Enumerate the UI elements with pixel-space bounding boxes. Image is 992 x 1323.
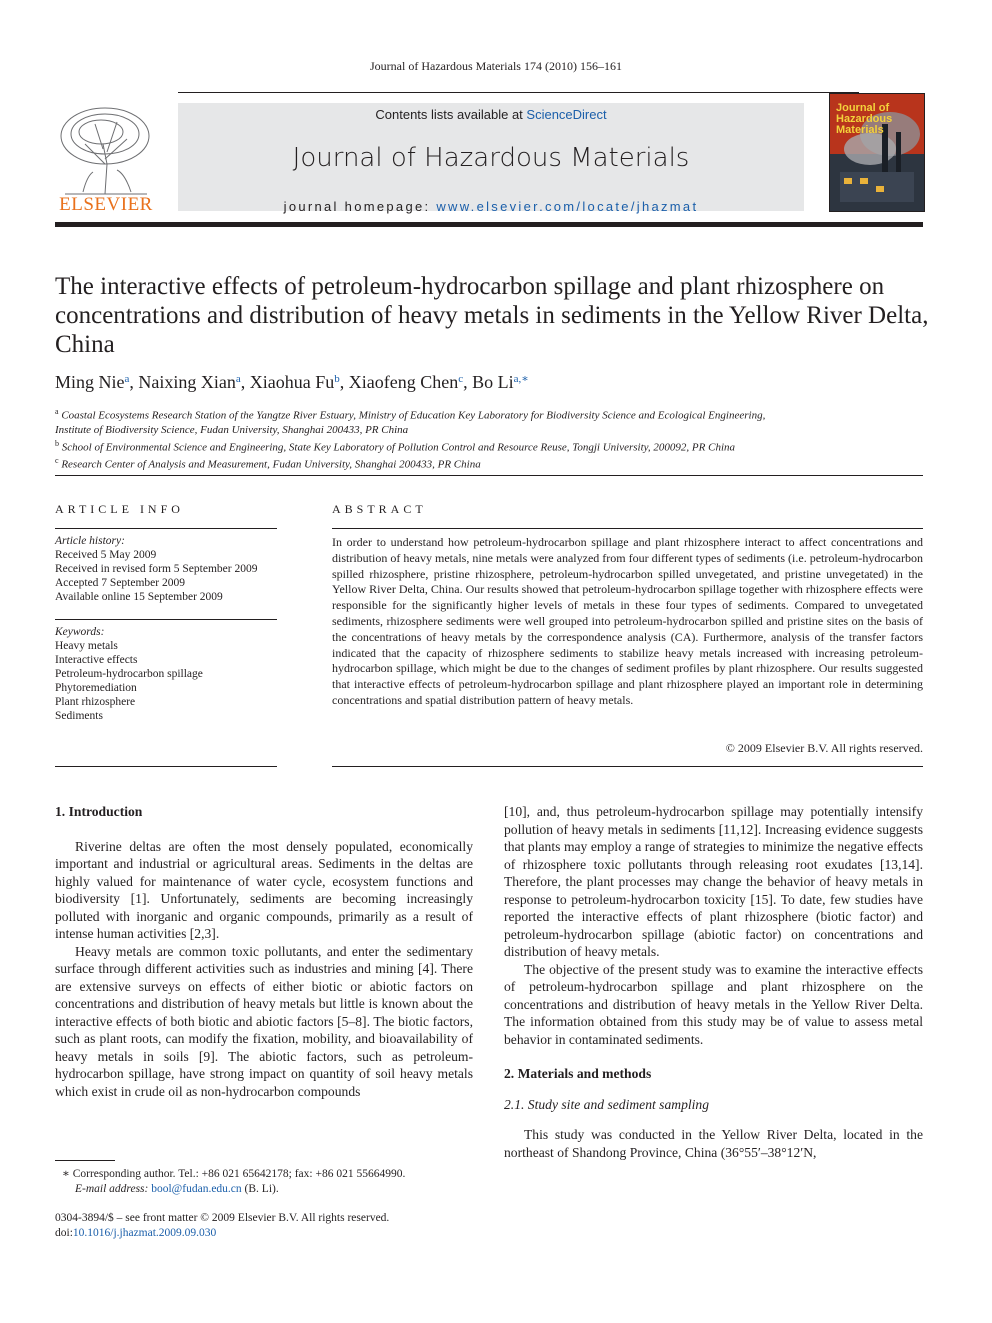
masthead-bottom-rule	[55, 222, 923, 227]
author-affil-mark[interactable]: b	[334, 373, 340, 385]
author-affil-mark[interactable]: a	[235, 373, 241, 385]
paragraph: The objective of the present study was to examine the interactive effects of petroleum-hydrocarbon spillage and plant rhizosphere on the concentrations and distribution of heavy metals in the Yellow River Delta. The information obtained from this study may be of value to assess metal behavior in contaminated sediments.	[504, 961, 923, 1047]
email-note	[62, 1182, 482, 1197]
masthead-top-rule	[178, 92, 859, 93]
paragraph: This study was conducted in the Yellow River Delta, located in the northeast of Shandong Province, China (36°55′–38°12′N,	[504, 1127, 923, 1160]
elsevier-tree-icon	[55, 104, 157, 196]
paragraph: Heavy metals are common toxic pollutants, and enter the sedimentary surface through different activities such as industries and mining [4]. There are extensive surveys on effects of either biotic or abiotic factors on concentrations and distribution of heavy metals but little is known about the interactive effects of both biotic and abiotic factors [5–8]. The biotic factors, such as plant roots, can modify the fixation, mobility, and bioavailability of heavy metals in soils [9]. The abiotic factors, such as petroleum-hydrocarbon spillage, have strong impact on quantity of soil heavy metals which exist in crude oil as non-hydrocarbon compounds	[55, 943, 473, 1099]
journal-banner	[178, 103, 804, 214]
article-history	[55, 534, 257, 604]
author-name[interactable]: Xiaohua Fu	[249, 372, 335, 392]
journal-title: Journal of Hazardous Materials	[292, 143, 690, 173]
section-heading: 2. Materials and methods	[504, 1066, 652, 1081]
author-name[interactable]: Xiaofeng Chen	[348, 372, 459, 392]
keyword-item: Interactive effects	[55, 654, 138, 666]
divider	[55, 766, 277, 767]
affiliation-mark: a	[55, 407, 59, 416]
email-suffix: (B. Li).	[241, 1183, 279, 1195]
abstract-text: In order to understand how petroleum-hydrocarbon spillage and plant rhizosphere interact to affect concentrations and distribution of heavy metals, nine metals were analyzed from four different types of sediments (i.e. petroleum-hydrocarbon spilled rhizosphere, pristine rhizosphere, petroleum-hydrocarbon spilled unvegetated, and pristine unvegetated) in the Yellow River Delta, China. Our results showed that petroleum-hydrocarbon spillage together with rhizosphere effects were responsible for the significantly higher levels of metals in these four types of sediments. Compared to unvegetated sediments, rhizosphere sediments were well grouped into petroleum-hydrocarbon spilled and pristine sites on the basis of the concentrations of heavy metals by the correspondence analysis (CA). Furthermore, analysis of the transfer factors indicated that the capacity of rhizosphere sediments to stabilize heavy metals increased with increasing petroleum-hydrocarbon spillage, which might be due to the changes of sediment profiles by plant rhizosphere. Our results suggested that interactive effects of petroleum-hydrocarbon spillage and plant rhizosphere played an important role in determining concentrations and spatial distribution pattern of heavy metals.	[332, 535, 923, 707]
affiliation-item	[55, 454, 875, 472]
keyword-item: Plant rhizosphere	[55, 696, 136, 708]
front-matter	[55, 1211, 475, 1241]
divider	[55, 528, 277, 529]
body-column-left	[55, 803, 473, 1100]
corresponding-author-note: ∗ Corresponding author. Tel.: +86 021 65642178; fax: +86 021 55664990.	[62, 1168, 406, 1180]
homepage-link[interactable]: www.elsevier.com/locate/jhazmat	[436, 199, 699, 214]
history-label: Article history:	[55, 535, 125, 547]
homepage-prefix: journal homepage:	[283, 199, 437, 214]
affiliation-list	[55, 405, 875, 472]
keyword-item: Petroleum-hydrocarbon spillage	[55, 668, 203, 680]
copyright: © 2009 Elsevier B.V. All rights reserved.	[725, 741, 923, 755]
doi-prefix: doi:	[55, 1227, 73, 1239]
author-name[interactable]: Ming Nie	[55, 372, 125, 392]
footnote-rule	[55, 1160, 115, 1161]
article-title: The interactive effects of petroleum-hydrocarbon spillage and plant rhizosphere on concentrations and distribution of heavy metals in sediments in the Yellow River Delta, China	[55, 273, 929, 358]
author-affil-mark[interactable]: a,∗	[513, 373, 529, 385]
contents-line	[178, 107, 804, 122]
affiliation-text: Institute of Biodiversity Science, Fudan University, Shanghai 200433, PR China	[55, 423, 409, 436]
keywords-label: Keywords:	[55, 626, 105, 638]
divider	[332, 528, 923, 529]
article-info-heading: ARTICLE INFO	[55, 502, 184, 516]
history-item: Received 5 May 2009	[55, 549, 157, 561]
divider	[55, 475, 923, 476]
keywords	[55, 625, 203, 723]
publisher-wordmark: ELSEVIER	[59, 194, 153, 215]
history-item: Available online 15 September 2009	[55, 591, 223, 603]
author-name[interactable]: Bo Li	[472, 372, 514, 392]
issn-line: 0304-3894/$ – see front matter © 2009 Elsevier B.V. All rights reserved.	[55, 1212, 390, 1224]
affiliation-item	[55, 405, 875, 423]
history-item: Accepted 7 September 2009	[55, 577, 185, 589]
doi-link[interactable]: 10.1016/j.jhazmat.2009.09.030	[72, 1227, 217, 1239]
homepage-line	[178, 199, 804, 214]
sciencedirect-link[interactable]: ScienceDirect	[526, 107, 607, 122]
affiliation-text: Research Center of Analysis and Measurement, Fudan University, Shanghai 200433, PR China	[61, 458, 481, 471]
author-list: Ming Nie$^a$, Naixing Xian$^a$, Xiaohua Fu$^b$, Xiaofeng Chen$^c$, Bo $Li^{a,∗}$	[55, 372, 529, 392]
affiliation-mark: b	[55, 438, 59, 448]
cover-title: Journal of Hazardous Materials	[836, 102, 893, 136]
paragraph: [10], and, thus petroleum-hydrocarbon spillage may potentially intensify pollution of heavy metals in sediments [11,12]. Increasing evidence suggests that plants may employ a range of strategies to minimize the negative effects of rhizosphere toxic pollutants through releasing root exudates [13,14]. Therefore, the plant processes may change the behavior of heavy metals in response to petroleum-hydrocarbon toxicity [15]. To date, few studies have reported the interactive effects of plant rhizosphere (biotic factor) and petroleum-hydrocarbon spillage (abiotic factor) on concentrations and distribution of heavy metals.	[504, 804, 923, 959]
keyword-item: Heavy metals	[55, 640, 118, 652]
keyword-item: Phytoremediation	[55, 682, 137, 694]
doi-line	[55, 1226, 475, 1241]
footnote	[62, 1167, 482, 1197]
running-header: Journal of Hazardous Materials 174 (2010) 156–161	[370, 59, 622, 73]
affiliation-text: Coastal Ecosystems Research Station of the Yangtze River Estuary, Ministry of Education Key Laboratory for Biodiversity Science and Ecological Engineering,	[61, 409, 766, 422]
affiliation-mark: c	[55, 456, 59, 466]
affiliation-item	[55, 423, 875, 437]
section-heading: 1. Introduction	[55, 804, 143, 819]
elsevier-logo[interactable]	[55, 104, 157, 216]
email-link[interactable]: bool@fudan.edu.cn	[151, 1183, 242, 1195]
masthead	[55, 92, 923, 216]
author-affil-mark[interactable]: a	[124, 373, 130, 385]
abstract-heading: ABSTRACT	[332, 502, 427, 516]
author-affil-mark[interactable]: c	[458, 373, 464, 385]
paragraph: Riverine deltas are often the most densely populated, economically important and industrial or agricultural areas. Sediments in the deltas are highly valued for maintenance of water cycle, ecosystem functions and biodiversity [1]. Unfortunately, sediments are becoming increasingly polluted with inorganic and organic compounds, primarily as a result of intense human activities [2,3].	[55, 838, 473, 941]
affiliation-text: School of Environmental Science and Engineering, State Key Laboratory of Pollution Control and Resource Reuse, Tongji University, 200092, PR China	[61, 441, 736, 454]
affiliation-item	[55, 437, 875, 455]
keyword-item: Sediments	[55, 710, 103, 722]
body-column-right	[504, 803, 923, 1161]
divider	[332, 766, 923, 767]
journal-cover-image[interactable]	[829, 93, 925, 212]
email-label: E-mail address:	[75, 1183, 152, 1195]
subsection-heading: 2.1. Study site and sediment sampling	[504, 1096, 710, 1112]
author-name[interactable]: Naixing Xian	[138, 372, 236, 392]
divider	[55, 619, 277, 620]
history-item: Received in revised form 5 September 2009	[55, 563, 258, 575]
contents-prefix: Contents lists available at	[375, 107, 527, 122]
